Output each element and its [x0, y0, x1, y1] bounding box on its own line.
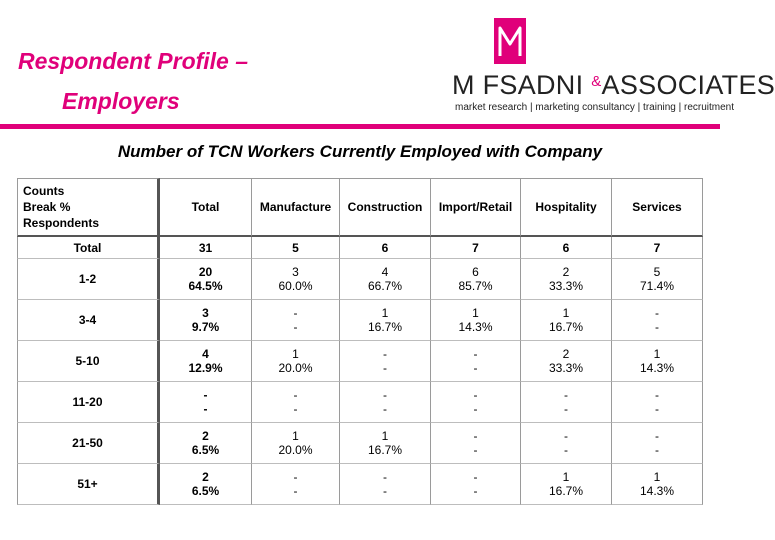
cell-count: 1 [472, 306, 479, 320]
table-cell [340, 341, 431, 382]
cell-count: 3 [202, 306, 209, 320]
cell-percent: 12.9% [188, 361, 223, 375]
column-header: Services [612, 178, 703, 237]
table-cell [612, 464, 703, 505]
cell-count: - [293, 388, 298, 402]
table-cell [521, 341, 612, 382]
cell-percent: 16.7% [548, 484, 584, 498]
table-cell [160, 300, 252, 341]
table-row [17, 423, 703, 464]
cell-count: 5 [653, 265, 661, 279]
cell-percent: 71.4% [639, 279, 675, 293]
cell-percent: - [293, 402, 298, 416]
slide-title-line1: Respondent Profile – [18, 48, 249, 74]
table-cell [431, 464, 521, 505]
table-cell [252, 341, 340, 382]
cell-count: 2 [562, 265, 570, 279]
column-header: Import/Retail [431, 178, 521, 237]
header-divider [0, 124, 720, 129]
table-cell [160, 464, 252, 505]
row-label: 51+ [17, 464, 160, 505]
column-header: Hospitality [521, 178, 612, 237]
cell-count: 6 [472, 265, 479, 279]
table-cell [431, 300, 521, 341]
cell-count: 4 [381, 265, 389, 279]
cell-count: 20 [198, 265, 213, 279]
cell-percent: 16.7% [367, 320, 403, 334]
table-cell [612, 259, 703, 300]
cell-percent: - [473, 443, 478, 457]
slide-title-line2: Employers [62, 88, 180, 114]
logo-m-icon [494, 18, 526, 64]
cell-count: 1 [562, 306, 570, 320]
cell-percent: 14.3% [639, 361, 675, 375]
table-cell [431, 423, 521, 464]
table-cell [252, 259, 340, 300]
logo-ampersand: & [591, 73, 602, 90]
table-cell [252, 423, 340, 464]
table-cell [612, 300, 703, 341]
corner-header [17, 178, 160, 237]
table-cell [340, 423, 431, 464]
table-cell [431, 259, 521, 300]
table-subtitle: Number of TCN Workers Currently Employed with Company [117, 142, 603, 161]
total-cell: 6 [521, 237, 612, 259]
table-cell [612, 382, 703, 423]
logo-name-left: M FSADNI [452, 70, 584, 100]
cell-percent: - [473, 484, 478, 498]
cell-percent: 16.7% [548, 320, 584, 334]
cell-percent: - [473, 361, 478, 375]
cell-count: - [655, 306, 659, 320]
cell-count: 2 [202, 429, 209, 443]
column-header: Manufacture [252, 178, 340, 237]
table-row [17, 382, 703, 423]
total-row [17, 237, 703, 259]
cell-count: - [383, 347, 387, 361]
cell-count: 1 [653, 347, 661, 361]
row-label: 21-50 [17, 423, 160, 464]
logo-tagline: market research | marketing consultancy | training | recruitment [455, 102, 735, 113]
cell-percent: 14.3% [458, 320, 493, 334]
cell-percent: - [203, 402, 208, 416]
table-cell [252, 300, 340, 341]
cell-count: 1 [562, 470, 570, 484]
cell-percent: - [564, 443, 568, 457]
cell-percent: 6.5% [191, 484, 220, 498]
cell-percent: 33.3% [548, 279, 584, 293]
logo-wordmark [452, 70, 775, 101]
cell-count: - [203, 388, 208, 402]
table-cell [340, 300, 431, 341]
cell-count: - [293, 306, 298, 320]
cell-count: - [293, 470, 298, 484]
cell-percent: 16.7% [367, 443, 403, 457]
cell-count: - [473, 429, 478, 443]
cell-percent: 20.0% [278, 361, 313, 375]
cell-percent: - [655, 402, 659, 416]
table-row [17, 259, 703, 300]
cell-count: - [655, 429, 659, 443]
cell-count: 1 [381, 306, 389, 320]
data-table [17, 178, 703, 505]
cell-count: 4 [202, 347, 209, 361]
total-cell: 5 [252, 237, 340, 259]
cell-count: 1 [292, 429, 299, 443]
total-cell: 7 [431, 237, 521, 259]
logo-name-right: ASSOCIATES [601, 70, 775, 100]
cell-percent: - [564, 402, 568, 416]
total-cell: 7 [612, 237, 703, 259]
table-cell [160, 423, 252, 464]
corner-header-line: Respondents [23, 216, 100, 230]
cell-percent: - [383, 402, 387, 416]
table-cell [160, 382, 252, 423]
row-label: 1-2 [17, 259, 160, 300]
cell-percent: 66.7% [367, 279, 403, 293]
cell-count: - [473, 470, 478, 484]
cell-percent: 20.0% [278, 443, 313, 457]
table-cell [340, 464, 431, 505]
table-cell [521, 300, 612, 341]
cell-count: 2 [202, 470, 209, 484]
cell-percent: - [473, 402, 478, 416]
cell-count: - [564, 429, 568, 443]
table-cell [521, 259, 612, 300]
table-cell [521, 464, 612, 505]
total-cell: 6 [340, 237, 431, 259]
table-cell [340, 382, 431, 423]
cell-percent: 14.3% [639, 484, 675, 498]
cell-count: - [383, 470, 387, 484]
cell-percent: 64.5% [188, 279, 223, 293]
cell-percent: - [655, 320, 659, 334]
cell-percent: 85.7% [458, 279, 493, 293]
cell-percent: - [383, 484, 387, 498]
table-cell [252, 382, 340, 423]
table-cell [431, 341, 521, 382]
table-cell [340, 259, 431, 300]
cell-percent: - [293, 484, 298, 498]
column-header: Total [160, 178, 252, 237]
table-row [17, 300, 703, 341]
table-cell [252, 464, 340, 505]
cell-percent: 60.0% [278, 279, 313, 293]
total-cell: 31 [160, 237, 252, 259]
row-label: 11-20 [17, 382, 160, 423]
cell-count: 1 [381, 429, 389, 443]
table-cell [612, 423, 703, 464]
cell-count: - [473, 347, 478, 361]
cell-percent: 6.5% [191, 443, 220, 457]
cell-percent: - [293, 320, 298, 334]
table-cell [521, 423, 612, 464]
company-logo [452, 18, 775, 118]
table-row [17, 341, 703, 382]
table-cell [431, 382, 521, 423]
data-table-container [17, 178, 703, 502]
row-label: Total [17, 237, 160, 259]
table-cell [521, 382, 612, 423]
cell-count: 1 [292, 347, 299, 361]
corner-header-line: Counts [23, 184, 65, 198]
table-row [17, 464, 703, 505]
cell-count: 1 [653, 470, 661, 484]
table-cell [160, 341, 252, 382]
header-row [17, 178, 703, 237]
cell-count: 2 [562, 347, 570, 361]
cell-count: 3 [292, 265, 299, 279]
cell-count: - [473, 388, 478, 402]
table-cell [160, 259, 252, 300]
cell-count: - [383, 388, 387, 402]
table-cell [612, 341, 703, 382]
row-label: 3-4 [17, 300, 160, 341]
row-label: 5-10 [17, 341, 160, 382]
cell-percent: 9.7% [191, 320, 220, 334]
cell-count: - [564, 388, 568, 402]
cell-percent: 33.3% [548, 361, 584, 375]
cell-percent: - [383, 361, 387, 375]
column-header: Construction [340, 178, 431, 237]
cell-count: - [655, 388, 659, 402]
cell-percent: - [655, 443, 659, 457]
corner-header-line: Break % [23, 200, 71, 214]
